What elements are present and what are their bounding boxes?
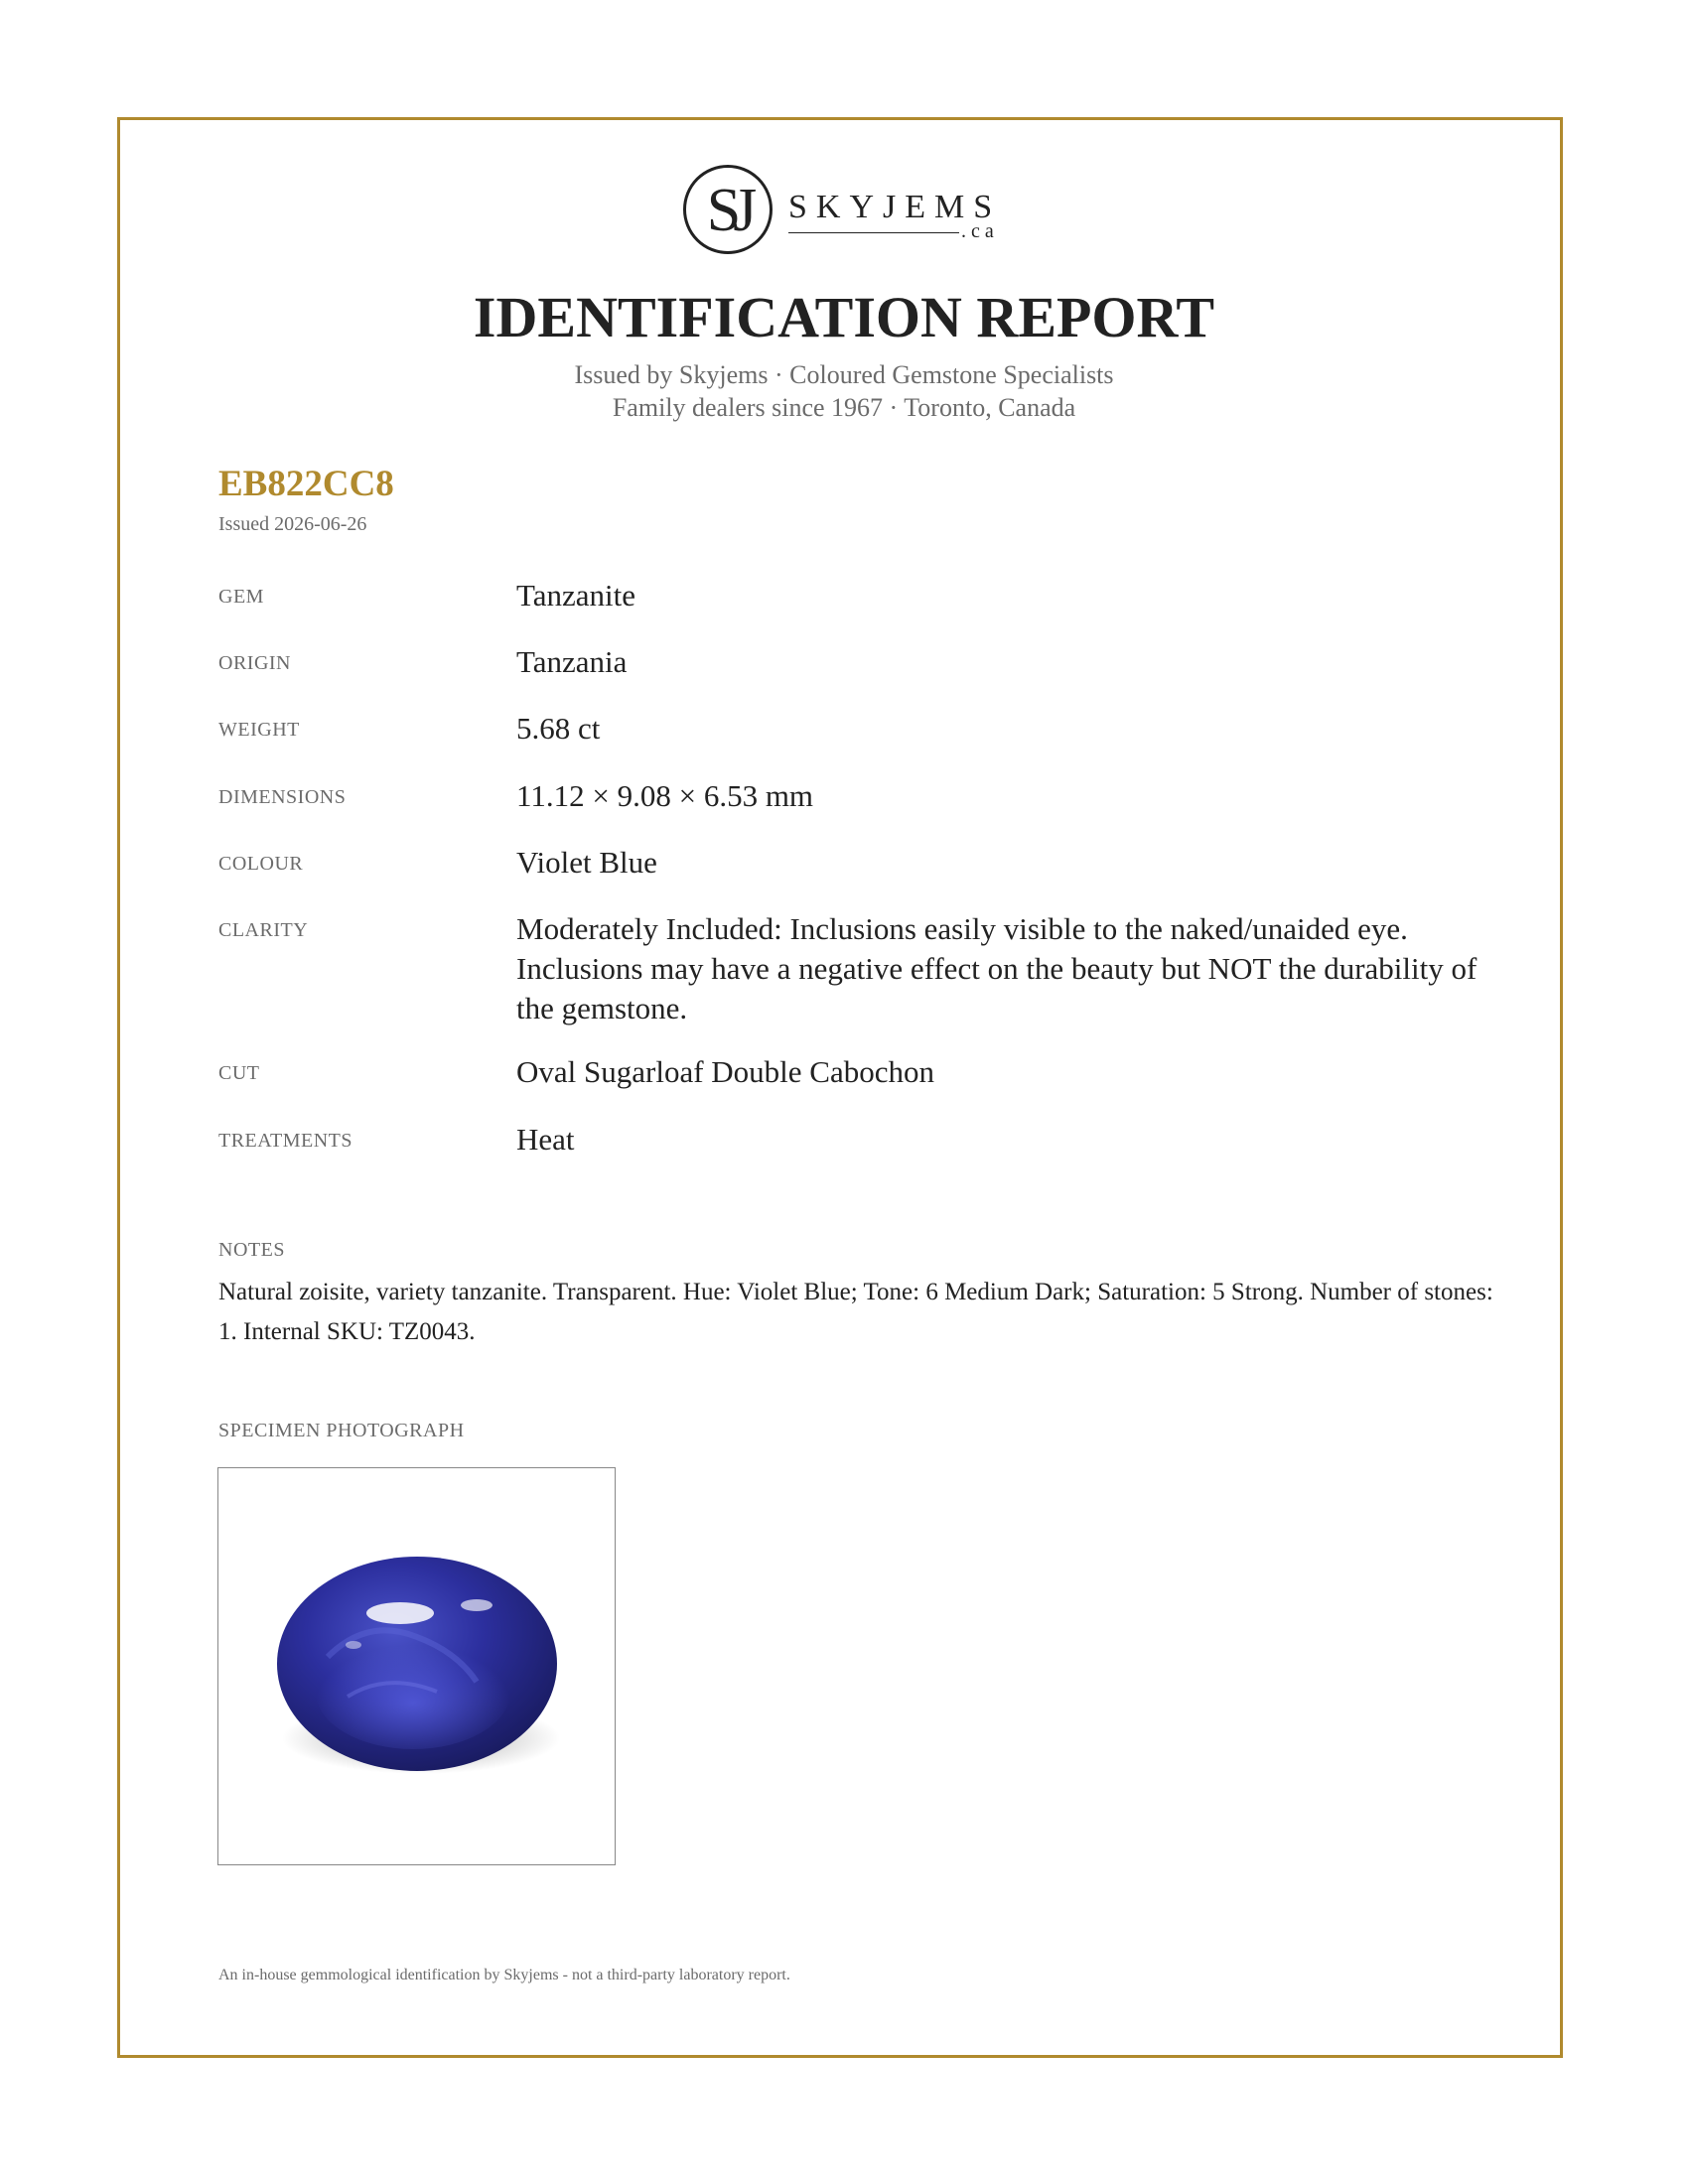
- field-label: GEM: [218, 586, 264, 608]
- report-title: IDENTIFICATION REPORT: [473, 285, 1215, 349]
- logo-monogram: SJ: [706, 177, 750, 244]
- field-label: TREATMENTS: [218, 1130, 352, 1152]
- logo-wordmark: SKYJEMS: [788, 189, 1002, 225]
- field-value: 5.68 ct: [516, 711, 601, 746]
- issue-date: Issued 2026-06-26: [218, 513, 367, 535]
- field-value: Tanzania: [516, 644, 628, 679]
- disclaimer-footer: An in-house gemmological identification by Skyjems - not a third-party laboratory report.: [218, 1967, 790, 1983]
- field-value: Oval Sugarloaf Double Cabochon: [516, 1054, 934, 1089]
- field-label: CUT: [218, 1062, 260, 1084]
- notes-label: NOTES: [218, 1239, 285, 1261]
- logo-domain: .ca: [961, 220, 999, 242]
- field-value: Heat: [516, 1122, 575, 1157]
- specimen-photo: [217, 1467, 616, 1865]
- field-value: Violet Blue: [516, 845, 657, 880]
- field-label: DIMENSIONS: [218, 786, 347, 808]
- skyjems-logo: [683, 165, 1021, 262]
- field-label: CLARITY: [218, 919, 309, 941]
- notes-text: Natural zoisite, variety tanzanite. Transparent. Hue: Violet Blue; Tone: 6 Medium Dark; Saturation: 5 Strong. Number of stones: 1. Internal SKU: TZ0043.: [218, 1279, 1493, 1345]
- report-subtitle-1: Issued by Skyjems · Coloured Gemstone Specialists: [574, 360, 1114, 389]
- report-id: EB822CC8: [218, 464, 394, 504]
- photo-label: SPECIMEN PHOTOGRAPH: [218, 1420, 465, 1441]
- logo-underline: [788, 232, 959, 233]
- field-label: ORIGIN: [218, 652, 291, 674]
- gemstone-image: [218, 1468, 614, 1863]
- field-value: Moderately Included: Inclusions easily visible to the naked/unaided eye. Inclusions may have a negative effect on the beauty but NOT the durability of the gemstone.: [516, 911, 1477, 1025]
- field-label: WEIGHT: [218, 719, 300, 741]
- report-subtitle-2: Family dealers since 1967 · Toronto, Canada: [612, 393, 1076, 422]
- field-value: 11.12 × 9.08 × 6.53 mm: [516, 778, 814, 813]
- field-value: Tanzanite: [516, 578, 636, 613]
- field-label: COLOUR: [218, 853, 304, 875]
